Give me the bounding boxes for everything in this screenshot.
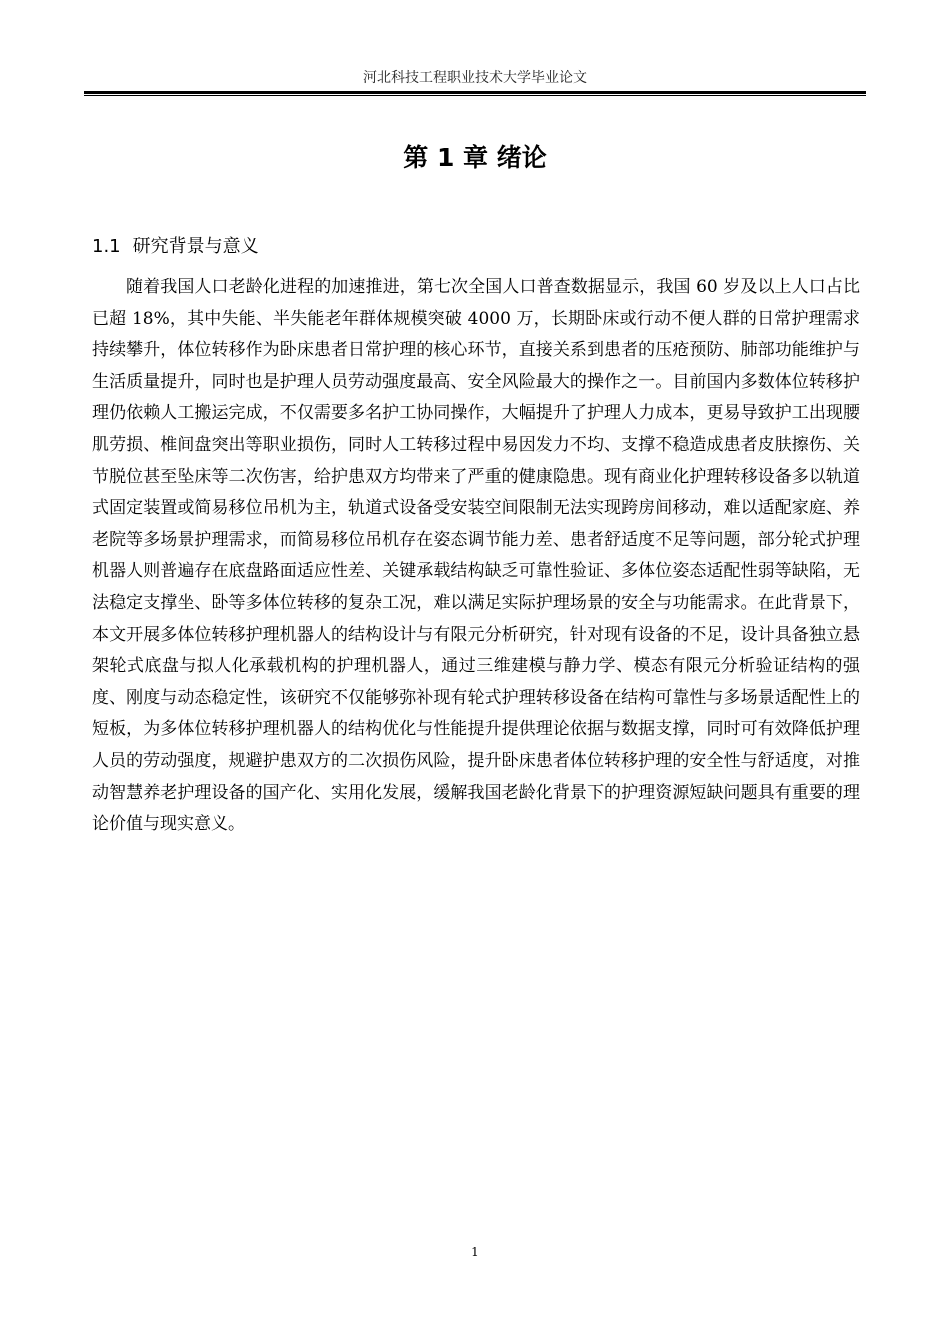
running-header: 河北科技工程职业技术大学毕业论文: [363, 70, 587, 86]
page-number: 1: [471, 1245, 479, 1259]
header-rule: [84, 91, 866, 97]
section-title: 研究背景与意义: [132, 236, 259, 257]
body-paragraph: 随着我国人口老龄化进程的加速推进，第七次全国人口普查数据显示，我国 60 岁及以上人口占比已超 18%，其中失能、半失能老年群体规模突破 4000 万，长期卧床或行动不便人群的日常护理需求持续攀升，体位转移作为卧床患者日常护理的核心环节，直接关系到患者的压疮预防、肺部功能维护与生活质量提升，同时也是护理人员劳动强度最高、安全风险最大的操作之一。目前国内多数体位转移护理仍依赖人工搬运完成，不仅需要多名护工协同操作，大幅提升了护理人力成本，更易导致护工出现腰肌劳损、椎间盘突出等职业损伤，同时人工转移过程中易因发力不均、支撑不稳造成患者皮肤擦伤、关节脱位甚至坠床等二次伤害，给护患双方均带来了严重的健康隐患。现有商业化护理转移设备多以轨道式固定装置或简易移位吊机为主，轨道式设备受安装空间限制无法实现跨房间移动，难以适配家庭、养老院等多场景护理需求，而简易移位吊机存在姿态调节能力差、患者舒适度不足等问题，部分轮式护理机器人则普遍存在底盘路面适应性差、关键承载结构缺乏可靠性验证、多体位姿态适配性弱等缺陷，无法稳定支撑坐、卧等多体位转移的复杂工况，难以满足实际护理场景的安全与功能需求。在此背景下，本文开展多体位转移护理机器人的结构设计与有限元分析研究，针对现有设备的不足，设计具备独立悬架轮式底盘与拟人化承载机构的护理机器人，通过三维建模与静力学、模态有限元分析验证结构的强度、刚度与动态稳定性，该研究不仅能够弥补现有轮式护理转移设备在结构可靠性与多场景适配性上的短板，为多体位转移护理机器人的结构优化与性能提升提供理论依据与数据支撑，同时可有效降低护理人员的劳动强度，规避护患双方的二次损伤风险，提升卧床患者体位转移护理的安全性与舒适度，对推动智慧养老护理设备的国产化、实用化发展，缓解我国老龄化背景下的护理资源短缺问题具有重要的理论价值与现实意义。: [92, 277, 860, 835]
header-rule-thin: [84, 95, 866, 96]
chapter-title: 第 1 章 绪论: [403, 143, 547, 172]
section-heading: [92, 232, 259, 262]
header-rule-thick: [84, 91, 866, 94]
section-number: 1.1: [92, 236, 121, 257]
